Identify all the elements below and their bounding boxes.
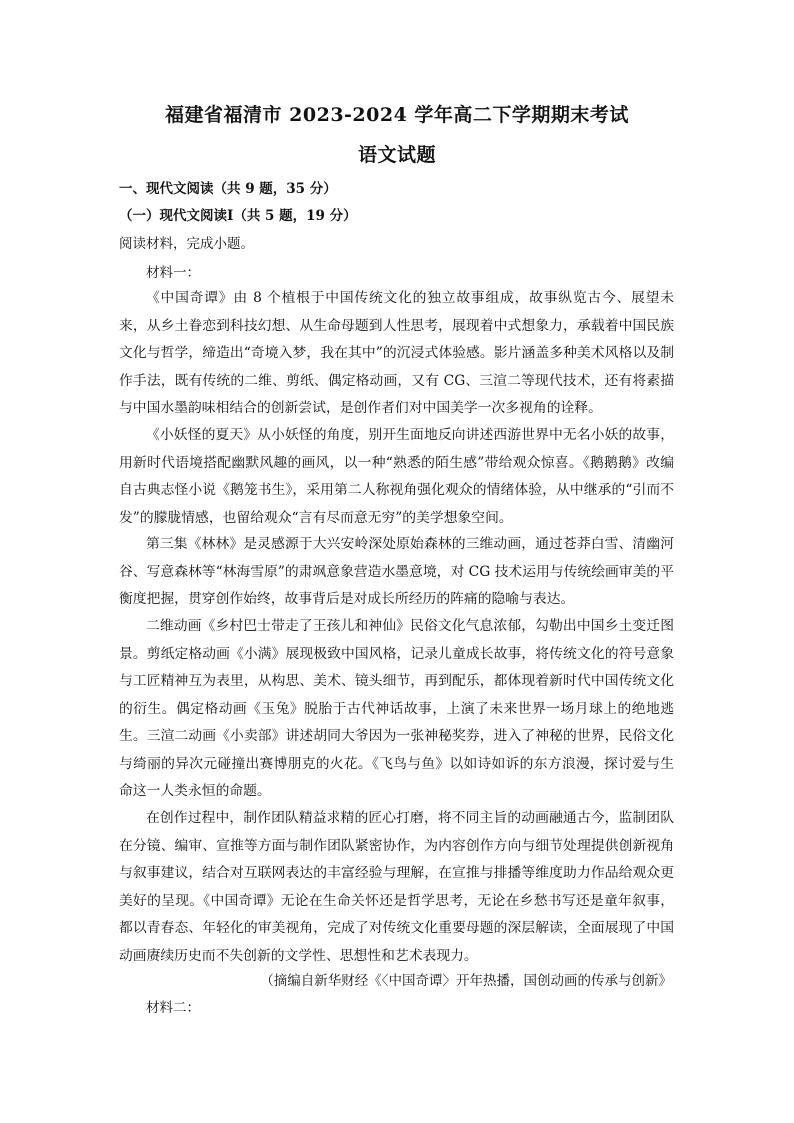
paragraph: 第三集《林林》是灵感源于大兴安岭深处原始森林的三维动画，通过苍莽白雪、清幽河谷、写意森林等“林海雪原”的肃飒意象营造水墨意境，对 CG 技术运用与传统绘画审美的平衡度把握，贯穿创作始终，故事背后是对成长所经历的阵痛的隐喻与表达。	[119, 536, 674, 607]
section-heading: 一、现代文阅读（共 9 题，35 分）	[119, 181, 337, 197]
instruction-text: 阅读材料，完成小题。	[119, 236, 254, 252]
paragraph: 《小妖怪的夏天》从小妖怪的角度，别开生面地反向讲述西游世界中无名小妖的故事，用新时代语境搭配幽默风趣的画风，以一种“熟悉的陌生感”带给观众惊喜。《鹅鹅鹅》改编自古典志怪小说《鹅笼书生》，采用第二人称视角强化观众的情绪体验，从中继承的“引而不发”的朦胧情感，也留给观众“言有尽而意无穷”的美学想象空间。	[119, 427, 674, 526]
source-citation: （摘编自新华财经《〈中国奇谭〉开年热播，国创动画的传承与创新》	[260, 973, 672, 989]
exam-title: 福建省福清市 2023-2024 学年高二下学期期末考试	[165, 104, 629, 126]
material-one-label: 材料一：	[146, 265, 200, 281]
material-two-label: 材料二：	[146, 1000, 200, 1016]
paragraph: 《中国奇谭》由 8 个植根于中国传统文化的独立故事组成，故事纵览古今、展望未来，从乡土眷恋到科技幻想、从生命母题到人性思考，展现着中式想象力，承载着中国民族文化与哲学，缔造出“奇境入梦，我在其中”的沉浸式体验感。影片涵盖多种美术风格以及制作手法，既有传统的二维、剪纸、偶定格动画，又有 CG、三渲二等现代技术，还有将素描与中国水墨韵味相结合的创新尝试，是创作者们对中国美学一次多视角的诠释。	[119, 290, 674, 416]
exam-subtitle: 语文试题	[357, 144, 436, 166]
paragraph: 二维动画《乡村巴士带走了王孩儿和神仙》民俗文化气息浓郁，勾勒出中国乡土变迁图景。剪纸定格动画《小满》展现极致中国风格，记录儿童成长故事，将传统文化的符号意象与工匠精神互为表里，从构思、美术、镜头细节，再到配乐，都体现着新时代中国传统文化的衍生。偶定格动画《玉兔》脱胎于古代神话故事，上演了未来世界一场月球上的绝地逃生。三渲二动画《小卖部》讲述胡同大爷因为一张神秘奖券，进入了神秘的世界，民俗文化与绮丽的异次元碰撞出赛博朋克的火花。《飞鸟与鱼》以如诗如诉的东方浪漫，探讨爱与生命这一人类永恒的命题。	[119, 618, 674, 799]
paragraph: 在创作过程中，制作团队精益求精的匠心打磨，将不同主旨的动画融通古今，监制团队在分镜、编审、宣推等方面与制作团队紧密协作，为内容创作方向与细节处理提供创新视角与叙事建议，结合对互联网表达的丰富经验与理解，在宣推与排播等维度助力作品给观众更美好的呈现。《中国奇谭》无论在生命关怀还是哲学思考，无论在乡愁书写还是童年叙事，都以青春态、年轻化的审美视角，完成了对传统文化重要母题的深层解读，全面展现了中国动画赓续历史而不失创新的文学性、思想性和艺术表现力。	[119, 810, 674, 964]
subsection-heading: （一）现代文阅读Ⅰ（共 5 题，19 分）	[119, 208, 357, 224]
